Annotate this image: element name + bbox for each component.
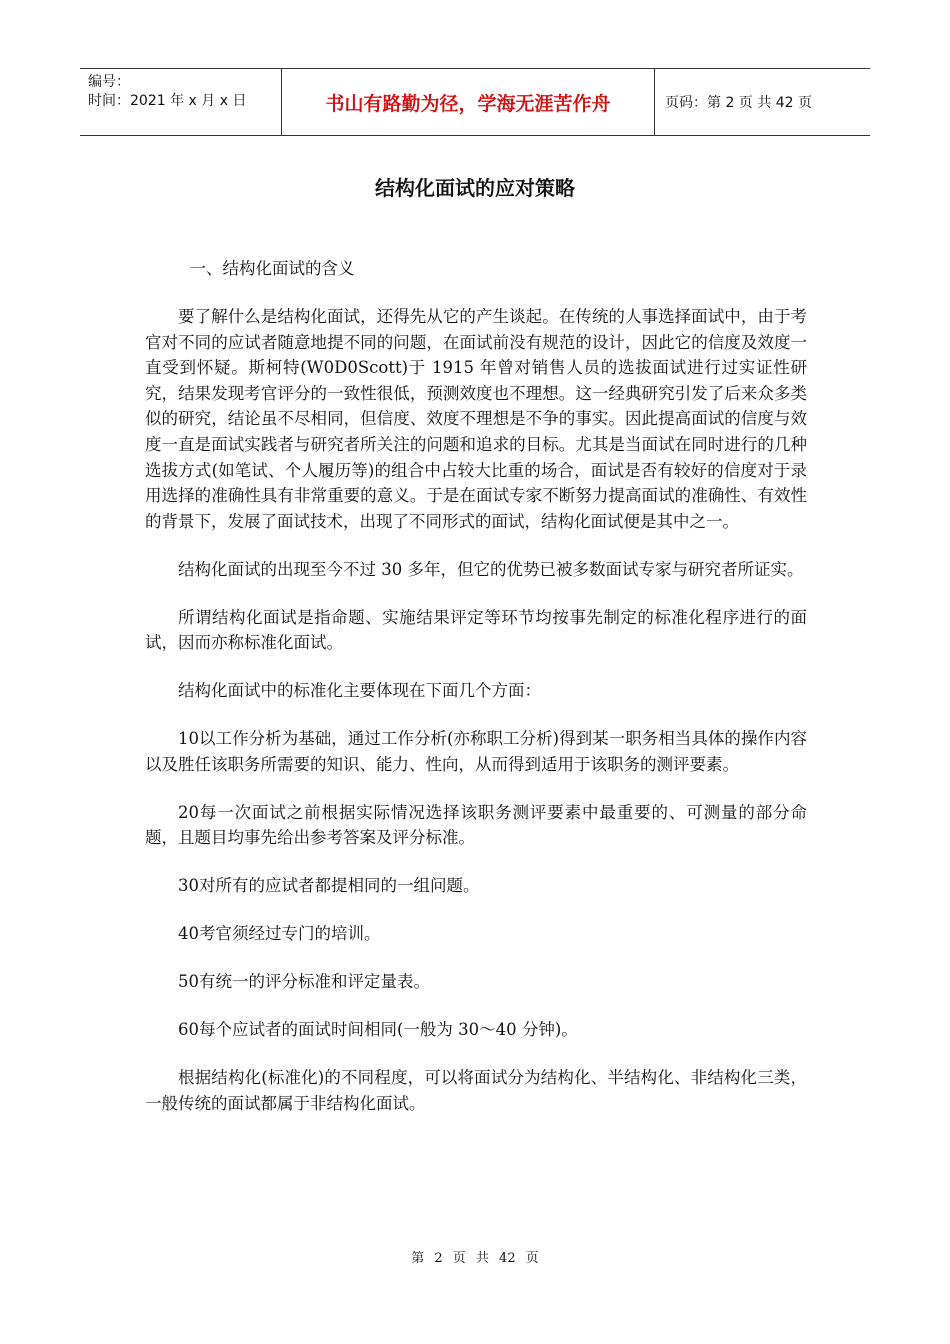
- paragraph: 所谓结构化面试是指命题、实施结果评定等环节均按事先制定的标准化程序进行的面试，因而亦称标准化面试。: [145, 607, 807, 653]
- document-title: 结构化面试的应对策略: [375, 176, 575, 200]
- document-number-label: 编号：: [88, 74, 130, 90]
- paragraph: 结构化面试中的标准化主要体现在下面几个方面：: [178, 681, 541, 701]
- document-header: [80, 68, 870, 136]
- header-motto: 书山有路勤为径，学海无涯苦作舟: [325, 92, 611, 115]
- paragraph: 根据结构化(标准化)的不同程度，可以将面试分为结构化、半结构化、非结构化三类，一般传统的面试都属于非结构化面试。: [145, 1068, 807, 1113]
- header-motto-cell: [282, 69, 655, 135]
- section-heading: 一、结构化面试的含义: [189, 259, 355, 278]
- list-item: 60每个应试者的面试时间相同(一般为 30～40 分钟)。: [178, 1020, 578, 1040]
- paragraph: 要了解什么是结构化面试，还得先从它的产生谈起。在传统的人事选择面试中，由于考官对不同的应试者随意地提不同的问题，在面试前没有规范的设计，因此它的信度及效度一直受到怀疑。斯柯特(W0D0Scott)于 1915 年曾对销售人员的选拔面试进行过实证性研究，结果发现考官评分的一致性很低，预测效度也不理想。这一经典研究引发了后来众多类似的研究，结论虽不尽相同，但信度、效度不理想是不争的事实。因此提高面试的信度与效度一直是面试实践者与研究者所关注的问题和追求的目标。尤其是当面试在同时进行的几种选拔方式(如笔试、个人履历等)的组合中占较大比重的场合，面试是否有较好的信度对于录用选择的准确性具有非常重要的意义。于是在面试专家不断努力提高面试的准确性、有效性的背景下，发展了面试技术，出现了不同形式的面试，结构化面试便是其中之一。: [145, 306, 807, 531]
- page-footer: 第 2 页 共 42 页: [411, 1251, 539, 1266]
- list-item: 20每一次面试之前根据实际情况选择该职务测评要素中最重要的、可测量的部分命题，且题目均事先给出参考答案及评分标准。: [145, 802, 807, 848]
- header-page-info: 页码：第 2 页 共 42 页: [665, 95, 812, 111]
- header-meta-cell: [80, 69, 282, 135]
- paragraph: 结构化面试的出现至今不过 30 多年，但它的优势已被多数面试专家与研究者所证实。: [178, 559, 804, 579]
- list-item: 40考官须经过专门的培训。: [178, 924, 381, 944]
- document-time-label: 时间：2021 年 x 月 x 日: [88, 93, 247, 109]
- list-item: 10以工作分析为基础，通过工作分析(亦称职工分析)得到某一职务相当具体的操作内容以及胜任该职务所需要的知识、能力、性向，从而得到适用于该职务的测评要素。: [145, 729, 807, 774]
- document-body: [145, 256, 807, 1139]
- list-item: 30对所有的应试者都提相同的一组问题。: [178, 876, 480, 896]
- list-item: 50有统一的评分标准和评定量表。: [178, 972, 430, 992]
- header-page-cell: [655, 69, 870, 135]
